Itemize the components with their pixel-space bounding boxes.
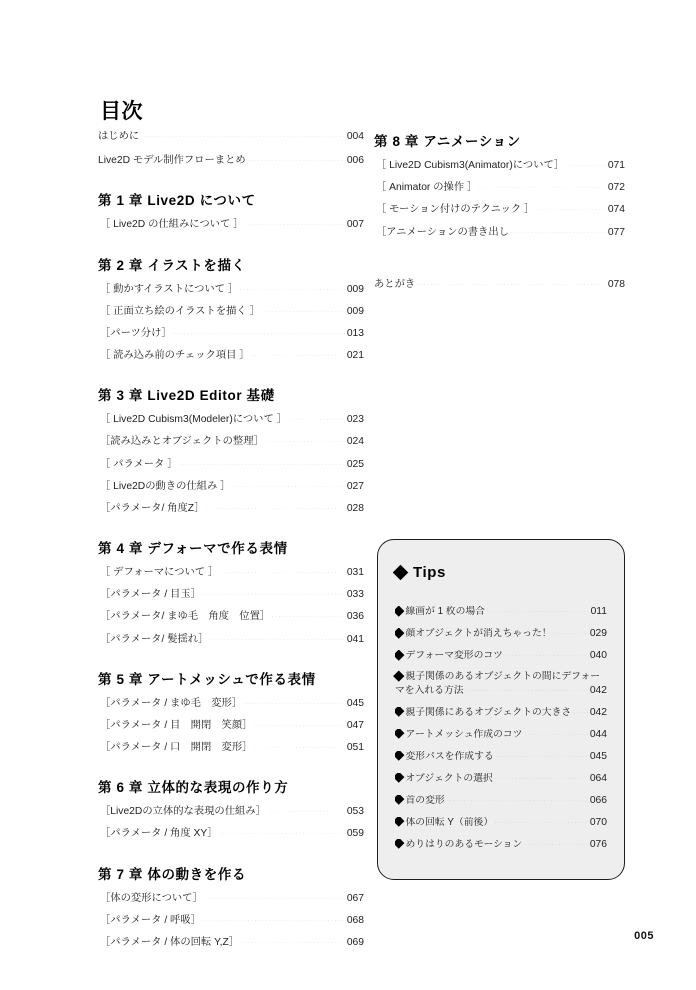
toc-entry[interactable] bbox=[100, 413, 364, 426]
dot-leader bbox=[209, 639, 345, 640]
dot-leader bbox=[510, 232, 607, 233]
toc-entry-page: 013 bbox=[346, 327, 364, 339]
tips-entry[interactable] bbox=[395, 605, 607, 619]
toc-entry-page: 074 bbox=[607, 204, 625, 216]
toc-entry-page: 009 bbox=[346, 283, 364, 295]
toc-entry[interactable] bbox=[100, 218, 364, 231]
toc-entry-page: 068 bbox=[346, 914, 364, 926]
diamond-icon bbox=[395, 707, 404, 717]
toc-entry-label: ［パラメータ / 目 開閉 笑顔］ bbox=[100, 719, 253, 731]
dot-leader bbox=[240, 942, 346, 943]
chapter-heading: 第 6 章 立体的な表現の作り方 bbox=[98, 780, 289, 796]
toc-entry[interactable] bbox=[100, 283, 364, 296]
dot-leader bbox=[478, 187, 607, 188]
toc-entry-label: ［ Live2D Cubism3(Modeler)について ］ bbox=[100, 414, 287, 426]
tips-entry-text: 変形パスを作成する bbox=[405, 750, 494, 762]
toc-entry-page: 071 bbox=[607, 160, 625, 171]
toc-entry-page: 059 bbox=[346, 828, 364, 840]
dot-leader bbox=[243, 703, 346, 704]
toc-entry-page: 036 bbox=[346, 611, 364, 623]
chapter-block-2 bbox=[98, 254, 364, 363]
toc-entry[interactable] bbox=[100, 914, 364, 927]
dot-leader bbox=[416, 284, 607, 285]
tips-entry[interactable] bbox=[395, 750, 607, 764]
diamond-icon bbox=[395, 729, 404, 739]
chapter-block-1 bbox=[98, 189, 364, 231]
dot-leader bbox=[494, 778, 589, 779]
toc-entry-label: ［読み込みとオブジェクトの整理］ bbox=[100, 436, 264, 448]
toc-entry-page: 007 bbox=[346, 219, 364, 231]
diamond-icon bbox=[393, 670, 404, 681]
diamond-icon bbox=[395, 650, 404, 660]
tips-entry-text: 顔オブジェクトが消えちゃった！ bbox=[405, 628, 552, 640]
tips-entry-text: オブジェクトの選択 bbox=[405, 772, 493, 784]
tips-entry-page: 070 bbox=[589, 816, 607, 828]
toc-entry-page: 041 bbox=[346, 633, 364, 645]
afterword-block bbox=[374, 278, 625, 291]
toc-entry[interactable] bbox=[376, 181, 625, 194]
toc-entry-page: 067 bbox=[346, 892, 364, 904]
toc-entry-label: ［Live2Dの立体的な表現の仕組み］ bbox=[100, 806, 266, 818]
toc-entry-page: 009 bbox=[346, 305, 364, 317]
tips-entry-text: 親子関係にあるオブジェクトの大きさ bbox=[405, 706, 572, 718]
tips-entry-page: 076 bbox=[589, 838, 607, 850]
toc-entry-page: 021 bbox=[346, 350, 364, 362]
chapter-heading: 第 3 章 Live2D Editor 基礎 bbox=[98, 388, 275, 404]
tips-entry[interactable] bbox=[395, 706, 607, 720]
tips-entry-page: 040 bbox=[589, 650, 607, 662]
toc-entry[interactable] bbox=[100, 305, 364, 318]
dot-leader bbox=[247, 160, 346, 161]
toc-entry-label: ［ Live2D Cubism3(Animator)について］ bbox=[376, 160, 565, 171]
toc-entry[interactable] bbox=[100, 458, 364, 471]
tips-entry[interactable] bbox=[395, 728, 607, 742]
toc-entry-page: 023 bbox=[346, 414, 364, 426]
toc-entry-label: ［パラメータ / 口 開閉 変形］ bbox=[100, 742, 253, 754]
diamond-icon bbox=[395, 773, 404, 783]
tips-entry[interactable] bbox=[395, 649, 607, 663]
tips-entry-text: 線画が 1 枚の場合 bbox=[405, 606, 485, 617]
toc-entry-label: ［ パラメータ ］ bbox=[100, 458, 178, 470]
toc-entry-label: ［ Live2D の仕組みについて ］ bbox=[100, 219, 244, 231]
toc-entry[interactable] bbox=[376, 203, 625, 216]
tips-entry-page: 042 bbox=[589, 706, 607, 718]
chapter-block-3 bbox=[98, 384, 364, 515]
dot-leader bbox=[251, 355, 346, 356]
tips-entry-label bbox=[395, 773, 493, 786]
tips-entry-label bbox=[395, 707, 571, 720]
dot-leader bbox=[504, 655, 589, 656]
chapter-heading: 第 1 章 Live2D について bbox=[98, 193, 256, 209]
diamond-icon bbox=[395, 839, 404, 849]
toc-entry[interactable] bbox=[100, 719, 364, 732]
tips-entry-page: 064 bbox=[589, 772, 607, 784]
dot-leader bbox=[553, 633, 589, 634]
tips-entry-label bbox=[395, 650, 503, 663]
page-title: 目次 bbox=[100, 100, 143, 123]
toc-entry-page: 047 bbox=[346, 719, 364, 731]
tips-entry-label bbox=[395, 817, 493, 830]
tips-entry-text-cont: マを入れる方法 bbox=[395, 684, 464, 696]
toc-entry-label: ［パラメータ / まゆ毛 変形］ bbox=[100, 697, 243, 709]
column-spacer bbox=[374, 248, 625, 278]
tips-entry-page: 042 bbox=[589, 684, 607, 696]
diamond-icon bbox=[395, 795, 404, 805]
toc-entry-label: はじめに bbox=[98, 131, 140, 142]
dot-leader bbox=[204, 898, 346, 899]
tips-entry-label bbox=[395, 795, 445, 808]
tips-entry-line1 bbox=[395, 671, 607, 684]
toc-entry[interactable] bbox=[100, 588, 364, 601]
tips-entry-text: 親子関係のあるオブジェクトの間にデフォー bbox=[405, 671, 601, 683]
chapter-heading: 第 8 章 アニメーション bbox=[374, 134, 521, 149]
dot-leader bbox=[486, 611, 590, 612]
tips-entry-label bbox=[395, 751, 494, 764]
toc-entry[interactable] bbox=[100, 741, 364, 754]
tips-entry[interactable] bbox=[395, 772, 607, 786]
toc-entry-label: ［ 読み込み前のチェック項目 ］ bbox=[100, 350, 250, 362]
toc-entry-label: ［パラメータ/ 髪揺れ］ bbox=[100, 633, 209, 645]
toc-entry[interactable] bbox=[100, 327, 364, 340]
dot-leader bbox=[523, 734, 588, 735]
toc-entry[interactable] bbox=[100, 435, 364, 448]
dot-leader bbox=[219, 572, 346, 573]
dot-leader bbox=[446, 800, 589, 801]
toc-entry-page: 077 bbox=[607, 226, 625, 238]
diamond-icon bbox=[393, 565, 409, 581]
toc-entry[interactable] bbox=[100, 349, 364, 362]
dot-leader bbox=[231, 486, 345, 487]
toc-entry-label: ［パラメータ / 呼吸］ bbox=[100, 914, 201, 926]
toc-entry-page: 053 bbox=[346, 806, 364, 818]
tips-entry-text: デフォーマ変形のコツ bbox=[405, 650, 503, 662]
chapter-block-8 bbox=[374, 130, 625, 239]
toc-entry[interactable] bbox=[98, 154, 364, 167]
chapter-heading: 第 4 章 デフォーマで作る表情 bbox=[98, 541, 288, 557]
diamond-icon bbox=[395, 628, 404, 638]
toc-entry-page: 006 bbox=[346, 155, 364, 167]
tips-entry-page: 045 bbox=[589, 750, 607, 762]
toc-entry[interactable] bbox=[100, 936, 364, 949]
dot-leader bbox=[267, 811, 346, 812]
toc-entry-page: 031 bbox=[346, 567, 364, 579]
dot-leader bbox=[535, 209, 606, 210]
tips-entry-page: 066 bbox=[589, 794, 607, 806]
dot-leader bbox=[202, 920, 346, 921]
dot-leader bbox=[265, 441, 346, 442]
toc-entry-page: 069 bbox=[346, 936, 364, 948]
toc-entry-label: ［アニメーションの書き出し bbox=[376, 226, 509, 238]
tips-entry-label bbox=[395, 606, 485, 619]
toc-entry-label: ［ 正面立ち絵のイラストを描く ］ bbox=[100, 305, 260, 317]
toc-entry[interactable] bbox=[100, 633, 364, 646]
toc-entry[interactable] bbox=[100, 502, 364, 515]
chapter-block-6 bbox=[98, 776, 364, 840]
toc-entry-label: ［パラメータ / 体の回転 Y,Z］ bbox=[100, 936, 240, 948]
toc-entry[interactable] bbox=[100, 480, 364, 493]
toc-entry-label: ［パーツ分け］ bbox=[100, 327, 172, 339]
chapter-heading: 第 2 章 イラストを描く bbox=[98, 257, 246, 273]
toc-entry-label: ［ Live2Dの動きの仕組み ］ bbox=[100, 480, 231, 492]
dot-leader bbox=[261, 311, 346, 312]
dot-leader bbox=[565, 165, 607, 166]
diamond-icon bbox=[395, 606, 404, 616]
tips-entry-page: 011 bbox=[590, 606, 607, 617]
toc-right-column bbox=[374, 130, 625, 300]
toc-entry[interactable] bbox=[100, 892, 364, 905]
toc-entry[interactable] bbox=[100, 805, 364, 818]
toc-entry[interactable] bbox=[374, 278, 625, 291]
toc-entry-page: 072 bbox=[607, 182, 625, 194]
toc-entry-page: 033 bbox=[346, 589, 364, 601]
tips-box-title-label: Tips bbox=[413, 564, 446, 581]
page-number: 005 bbox=[634, 930, 654, 942]
tips-entry-label bbox=[395, 628, 552, 641]
toc-entry-label: ［体の変形について］ bbox=[100, 892, 203, 904]
tips-entry-text: めりはりのあるモーション bbox=[405, 838, 523, 850]
toc-entry[interactable] bbox=[376, 226, 625, 239]
toc-entry-label: ［ Animator の操作 ］ bbox=[376, 182, 478, 194]
dot-leader bbox=[202, 594, 346, 595]
dot-leader bbox=[205, 508, 345, 509]
tips-entry[interactable] bbox=[395, 794, 607, 808]
dot-leader bbox=[253, 747, 345, 748]
tips-entry-text: 首の変形 bbox=[405, 794, 445, 806]
toc-entry-label: ［パラメータ/ 角度Z］ bbox=[100, 502, 205, 514]
tips-entry-label bbox=[395, 729, 522, 742]
toc-entry-label: ［ 動かすイラストについて ］ bbox=[100, 283, 239, 295]
tips-entry-page: 029 bbox=[589, 628, 607, 640]
tips-entry[interactable] bbox=[395, 627, 607, 641]
toc-entry[interactable] bbox=[100, 566, 364, 579]
dot-leader bbox=[173, 333, 346, 334]
dot-leader bbox=[494, 822, 589, 823]
dot-leader bbox=[219, 833, 346, 834]
toc-entry-page: 024 bbox=[346, 436, 364, 448]
toc-entry-label: Live2D モデル制作フローまとめ bbox=[98, 155, 246, 167]
tips-box-title bbox=[395, 564, 607, 581]
toc-entry[interactable] bbox=[376, 159, 625, 172]
dot-leader bbox=[253, 725, 345, 726]
toc-entry[interactable] bbox=[100, 827, 364, 840]
toc-entry-page: 051 bbox=[346, 742, 364, 754]
chapter-heading: 第 7 章 体の動きを作る bbox=[98, 866, 247, 882]
toc-entry-label: ［ モーション付けのテクニック ］ bbox=[376, 204, 535, 216]
dot-leader bbox=[239, 289, 346, 290]
toc-left-column bbox=[98, 130, 364, 958]
chapter-block-7 bbox=[98, 863, 364, 950]
toc-entry-page: 045 bbox=[346, 697, 364, 709]
dot-leader bbox=[271, 616, 346, 617]
toc-entry[interactable] bbox=[100, 610, 364, 623]
toc-entry-label: ［ デフォーマについて ］ bbox=[100, 567, 219, 579]
tips-entry[interactable] bbox=[395, 671, 607, 697]
toc-entry-page: 078 bbox=[607, 278, 625, 290]
toc-entry-page: 025 bbox=[346, 458, 364, 470]
diamond-icon bbox=[395, 751, 404, 761]
dot-leader bbox=[179, 464, 346, 465]
tips-entry-line2 bbox=[395, 684, 607, 698]
tips-entry-text: アートメッシュ作成のコツ bbox=[405, 728, 523, 740]
toc-entry-label: あとがき bbox=[374, 278, 416, 290]
dot-leader bbox=[465, 690, 589, 691]
dot-leader bbox=[288, 419, 346, 420]
tips-box bbox=[377, 539, 625, 880]
toc-entry[interactable] bbox=[100, 697, 364, 710]
dot-leader bbox=[523, 844, 589, 845]
chapter-heading: 第 5 章 アートメッシュで作る表情 bbox=[98, 671, 316, 687]
toc-entry-page: 004 bbox=[346, 131, 364, 142]
chapter-block-4 bbox=[98, 537, 364, 646]
toc-entry[interactable] bbox=[98, 130, 364, 143]
toc-entry-page: 028 bbox=[346, 502, 364, 514]
dot-leader bbox=[572, 712, 589, 713]
toc-entry-label: ［パラメータ / 角度 XY］ bbox=[100, 828, 218, 840]
dot-leader bbox=[495, 756, 589, 757]
chapter-block-5 bbox=[98, 668, 364, 755]
toc-entry-label: ［パラメータ / 目玉］ bbox=[100, 589, 201, 601]
tips-entry-label bbox=[395, 839, 522, 852]
tips-entry-text: 体の回転 Y（前後） bbox=[405, 816, 494, 828]
dot-leader bbox=[244, 224, 345, 225]
toc-intro-block bbox=[98, 130, 364, 167]
tips-entry[interactable] bbox=[395, 838, 607, 852]
diamond-icon bbox=[395, 817, 404, 827]
dot-leader bbox=[140, 136, 346, 137]
toc-entry-label: ［パラメータ/ まゆ毛 角度 位置］ bbox=[100, 611, 271, 623]
tips-entry-page: 044 bbox=[589, 728, 607, 740]
tips-entry[interactable] bbox=[395, 816, 607, 830]
toc-entry-page: 027 bbox=[346, 480, 364, 492]
